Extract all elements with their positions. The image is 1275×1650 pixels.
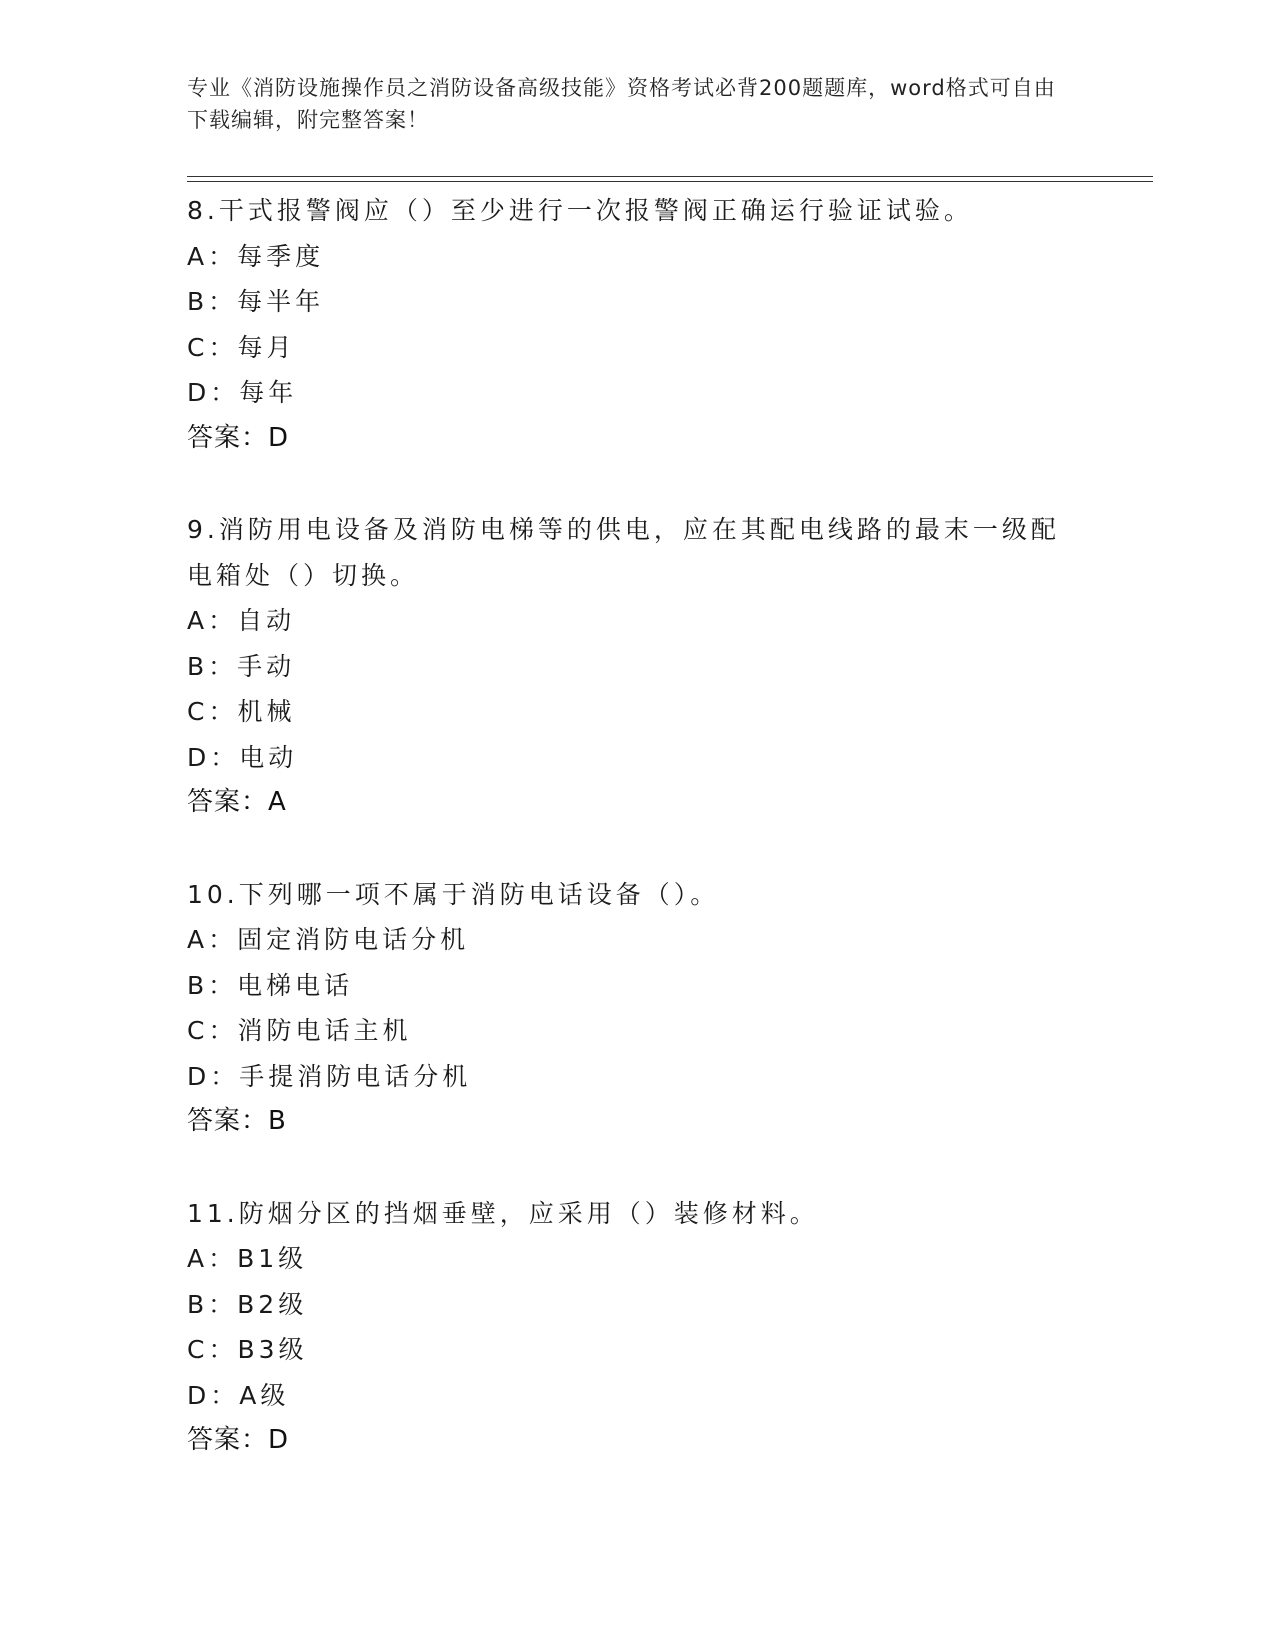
option-b: B：手动 [187, 651, 296, 681]
option-a: A：自动 [187, 606, 296, 635]
option-b: B：每半年 [187, 287, 325, 316]
option-c: C：B3级 [187, 1335, 308, 1364]
option-a: A：B1级 [187, 1244, 308, 1273]
answer: 答案：D [187, 1425, 290, 1455]
option-d: D：每年 [187, 378, 298, 407]
option-c: C：消防电话主机 [187, 1016, 412, 1045]
option-b: B：电梯电话 [187, 970, 354, 1000]
answer: 答案：D [187, 422, 290, 453]
question-10 [187, 872, 1087, 1145]
header-divider-bottom [187, 181, 1153, 182]
option-a: A：固定消防电话分机 [187, 925, 470, 954]
question-stem: 10.下列哪一项不属于消防电话设备（）。 [187, 879, 720, 909]
question-stem: 8.干式报警阀应（）至少进行一次报警阀正确运行验证试验。 [187, 196, 973, 225]
question-stem: 11.防烟分区的挡烟垂壁，应采用（）装修材料。 [187, 1198, 819, 1228]
question-9 [187, 507, 1087, 826]
option-d: D：A级 [187, 1380, 290, 1410]
option-c: C：机械 [187, 697, 296, 726]
question-8 [187, 188, 1087, 461]
header-divider-top [187, 176, 1153, 177]
option-d: D：手提消防电话分机 [187, 1061, 472, 1091]
question-list [187, 188, 1087, 1510]
answer: 答案：B [187, 1106, 287, 1136]
option-a: A：每季度 [187, 241, 325, 271]
option-d: D：电动 [187, 742, 298, 772]
answer: 答案：A [187, 787, 287, 817]
question-11 [187, 1191, 1087, 1464]
option-c: C：每月 [187, 332, 296, 362]
option-b: B：B2级 [187, 1289, 308, 1319]
question-stem: 9.消防用电设备及消防电梯等的供电，应在其配电线路的最末一级配电箱处（）切换。 [187, 515, 1060, 590]
document-header: 专业《消防设施操作员之消防设备高级技能》资格考试必背200题题库，word格式可自由下载编辑，附完整答案！ [187, 76, 1056, 132]
